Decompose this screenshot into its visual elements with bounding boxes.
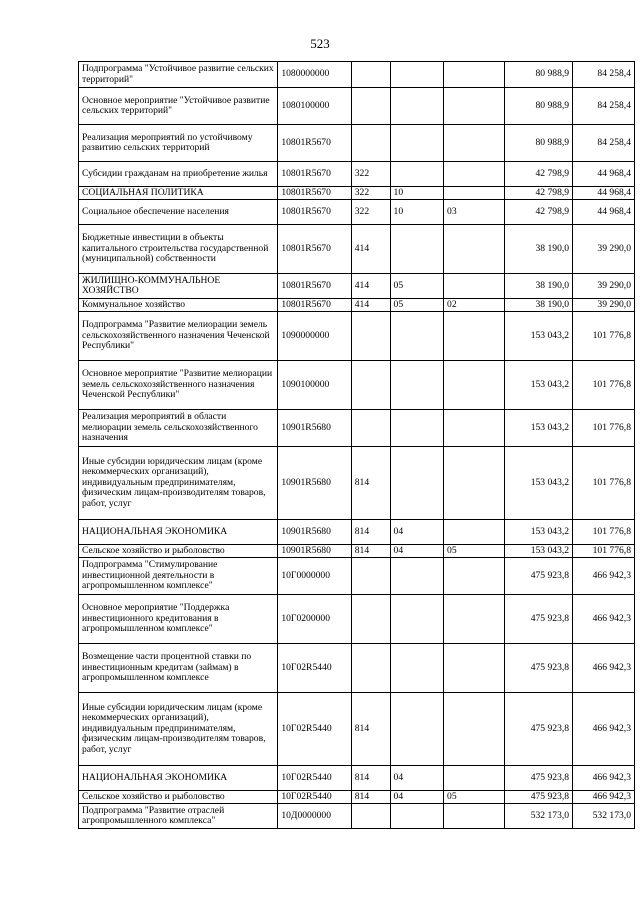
row-subsection xyxy=(444,162,505,187)
row-amount-year2: 39 290,0 xyxy=(573,299,635,312)
row-amount-year2: 101 776,8 xyxy=(573,520,635,545)
row-subsection xyxy=(444,520,505,545)
row-expense-type xyxy=(351,312,390,361)
row-expense-type: 814 xyxy=(351,545,390,558)
row-expense-type: 414 xyxy=(351,274,390,299)
table-row xyxy=(79,62,635,88)
row-section xyxy=(390,447,444,520)
row-amount-year1: 38 190,0 xyxy=(504,274,572,299)
row-amount-year2: 466 942,3 xyxy=(573,558,635,595)
row-name: ЖИЛИЩНО-КОММУНАЛЬНОЕ ХОЗЯЙСТВО xyxy=(79,274,278,299)
row-subsection xyxy=(444,62,505,88)
row-amount-year1: 475 923,8 xyxy=(504,644,572,693)
row-subsection xyxy=(444,88,505,125)
row-target-code: 10Г02R5440 xyxy=(278,693,351,766)
row-amount-year1: 42 798,9 xyxy=(504,200,572,225)
row-name: Подпрограмма "Развитие отраслей агропромышленного комплекса" xyxy=(79,804,278,829)
table-row xyxy=(79,595,635,644)
table-row xyxy=(79,88,635,125)
row-amount-year1: 38 190,0 xyxy=(504,225,572,274)
row-subsection xyxy=(444,274,505,299)
row-expense-type xyxy=(351,88,390,125)
row-subsection: 03 xyxy=(444,200,505,225)
row-subsection: 05 xyxy=(444,545,505,558)
row-amount-year1: 153 043,2 xyxy=(504,520,572,545)
table-row xyxy=(79,225,635,274)
row-subsection xyxy=(444,312,505,361)
row-amount-year1: 42 798,9 xyxy=(504,162,572,187)
row-expense-type: 814 xyxy=(351,693,390,766)
row-target-code: 10901R5680 xyxy=(278,447,351,520)
row-name: Сельское хозяйство и рыболовство xyxy=(79,791,278,804)
row-amount-year2: 532 173,0 xyxy=(573,804,635,829)
row-amount-year1: 80 988,9 xyxy=(504,88,572,125)
row-section xyxy=(390,693,444,766)
row-target-code: 10801R5670 xyxy=(278,187,351,200)
row-target-code: 10801R5670 xyxy=(278,125,351,162)
row-expense-type: 814 xyxy=(351,766,390,791)
row-target-code: 10901R5680 xyxy=(278,410,351,447)
row-name: Основное мероприятие "Устойчивое развитие сельских территорий" xyxy=(79,88,278,125)
row-subsection xyxy=(444,595,505,644)
row-amount-year2: 101 776,8 xyxy=(573,410,635,447)
row-amount-year2: 466 942,3 xyxy=(573,595,635,644)
row-name: Подпрограмма "Стимулирование инвестиционной деятельности в агропромышленном комплексе" xyxy=(79,558,278,595)
row-amount-year2: 84 258,4 xyxy=(573,125,635,162)
row-amount-year1: 80 988,9 xyxy=(504,125,572,162)
row-amount-year2: 39 290,0 xyxy=(573,225,635,274)
row-target-code: 1090100000 xyxy=(278,361,351,410)
row-amount-year2: 39 290,0 xyxy=(573,274,635,299)
row-expense-type: 322 xyxy=(351,162,390,187)
row-section xyxy=(390,125,444,162)
row-name: Подпрограмма "Устойчивое развитие сельских территорий" xyxy=(79,62,278,88)
row-subsection: 05 xyxy=(444,791,505,804)
row-section: 05 xyxy=(390,274,444,299)
row-amount-year2: 84 258,4 xyxy=(573,62,635,88)
row-amount-year1: 42 798,9 xyxy=(504,187,572,200)
row-amount-year2: 101 776,8 xyxy=(573,447,635,520)
row-name: Реализация мероприятий по устойчивому развитию сельских территорий xyxy=(79,125,278,162)
table-row xyxy=(79,693,635,766)
row-section: 04 xyxy=(390,791,444,804)
row-subsection xyxy=(444,225,505,274)
row-section xyxy=(390,225,444,274)
row-target-code: 1090000000 xyxy=(278,312,351,361)
table-row xyxy=(79,766,635,791)
row-target-code: 10Д0000000 xyxy=(278,804,351,829)
row-amount-year1: 153 043,2 xyxy=(504,361,572,410)
row-subsection xyxy=(444,410,505,447)
row-subsection xyxy=(444,361,505,410)
table-row xyxy=(79,644,635,693)
table-row xyxy=(79,410,635,447)
row-subsection xyxy=(444,693,505,766)
row-section xyxy=(390,595,444,644)
row-name: Реализация мероприятий в области мелиорации земель сельскохозяйственного назначения xyxy=(79,410,278,447)
budget-table-body xyxy=(79,62,635,829)
row-name: Сельское хозяйство и рыболовство xyxy=(79,545,278,558)
row-section xyxy=(390,88,444,125)
row-target-code: 10Г02R5440 xyxy=(278,644,351,693)
row-amount-year2: 466 942,3 xyxy=(573,693,635,766)
row-target-code: 1080100000 xyxy=(278,88,351,125)
row-amount-year1: 153 043,2 xyxy=(504,410,572,447)
row-expense-type xyxy=(351,410,390,447)
row-target-code: 10801R5670 xyxy=(278,200,351,225)
row-subsection xyxy=(444,187,505,200)
row-expense-type xyxy=(351,125,390,162)
row-amount-year1: 153 043,2 xyxy=(504,312,572,361)
row-amount-year1: 475 923,8 xyxy=(504,595,572,644)
row-subsection xyxy=(444,766,505,791)
row-subsection xyxy=(444,125,505,162)
table-row xyxy=(79,361,635,410)
row-target-code: 10801R5670 xyxy=(278,274,351,299)
row-name: Иные субсидии юридическим лицам (кроме некоммерческих организаций), индивидуальным предпринимателям, физическим лицам-производителям товаров, работ, услуг xyxy=(79,447,278,520)
row-expense-type xyxy=(351,595,390,644)
row-amount-year2: 466 942,3 xyxy=(573,766,635,791)
row-amount-year2: 44 968,4 xyxy=(573,187,635,200)
row-expense-type: 414 xyxy=(351,299,390,312)
row-expense-type xyxy=(351,361,390,410)
row-name: Возмещение части процентной ставки по инвестиционным кредитам (займам) в агропромышленном комплексе xyxy=(79,644,278,693)
row-name: Основное мероприятие "Развитие мелиорации земель сельскохозяйственного назначения Чеченской Республики" xyxy=(79,361,278,410)
row-amount-year1: 475 923,8 xyxy=(504,766,572,791)
row-expense-type: 814 xyxy=(351,520,390,545)
row-amount-year1: 80 988,9 xyxy=(504,62,572,88)
row-target-code: 10901R5680 xyxy=(278,545,351,558)
row-expense-type xyxy=(351,62,390,88)
row-target-code: 10Г0200000 xyxy=(278,595,351,644)
table-row xyxy=(79,447,635,520)
row-target-code: 10901R5680 xyxy=(278,520,351,545)
table-row xyxy=(79,200,635,225)
row-section: 04 xyxy=(390,766,444,791)
table-row xyxy=(79,804,635,829)
table-row xyxy=(79,187,635,200)
row-target-code: 10Г0000000 xyxy=(278,558,351,595)
row-name: СОЦИАЛЬНАЯ ПОЛИТИКА xyxy=(79,187,278,200)
row-section: 05 xyxy=(390,299,444,312)
row-section xyxy=(390,62,444,88)
table-row xyxy=(79,299,635,312)
row-amount-year1: 153 043,2 xyxy=(504,447,572,520)
row-amount-year2: 466 942,3 xyxy=(573,791,635,804)
row-section xyxy=(390,558,444,595)
row-target-code: 1080000000 xyxy=(278,62,351,88)
row-subsection: 02 xyxy=(444,299,505,312)
row-amount-year2: 44 968,4 xyxy=(573,200,635,225)
row-name: Бюджетные инвестиции в объекты капитального строительства государственной (муниципальной) собственности xyxy=(79,225,278,274)
row-amount-year1: 475 923,8 xyxy=(504,791,572,804)
table-row xyxy=(79,545,635,558)
row-section xyxy=(390,162,444,187)
row-amount-year1: 532 173,0 xyxy=(504,804,572,829)
row-subsection xyxy=(444,447,505,520)
table-row xyxy=(79,520,635,545)
row-amount-year1: 38 190,0 xyxy=(504,299,572,312)
table-row xyxy=(79,162,635,187)
row-target-code: 10801R5670 xyxy=(278,162,351,187)
row-amount-year2: 84 258,4 xyxy=(573,88,635,125)
row-amount-year1: 475 923,8 xyxy=(504,693,572,766)
row-section xyxy=(390,804,444,829)
row-section xyxy=(390,312,444,361)
row-expense-type: 322 xyxy=(351,200,390,225)
row-name: Основное мероприятие "Поддержка инвестиционного кредитования в агропромышленном комплексе" xyxy=(79,595,278,644)
row-section xyxy=(390,410,444,447)
table-row xyxy=(79,274,635,299)
page-number: 523 xyxy=(310,36,330,51)
row-amount-year1: 153 043,2 xyxy=(504,545,572,558)
row-amount-year2: 466 942,3 xyxy=(573,644,635,693)
row-name: Иные субсидии юридическим лицам (кроме некоммерческих организаций), индивидуальным предпринимателям, физическим лицам-производителям товаров, работ, услуг xyxy=(79,693,278,766)
row-name: НАЦИОНАЛЬНАЯ ЭКОНОМИКА xyxy=(79,520,278,545)
row-amount-year2: 101 776,8 xyxy=(573,312,635,361)
row-expense-type: 814 xyxy=(351,791,390,804)
table-row xyxy=(79,312,635,361)
row-subsection xyxy=(444,644,505,693)
row-section: 10 xyxy=(390,187,444,200)
row-amount-year2: 44 968,4 xyxy=(573,162,635,187)
row-target-code: 10801R5670 xyxy=(278,299,351,312)
row-amount-year2: 101 776,8 xyxy=(573,545,635,558)
row-target-code: 10Г02R5440 xyxy=(278,766,351,791)
row-name: Коммунальное хозяйство xyxy=(79,299,278,312)
row-name: Социальное обеспечение населения xyxy=(79,200,278,225)
row-amount-year1: 475 923,8 xyxy=(504,558,572,595)
row-section: 04 xyxy=(390,520,444,545)
row-target-code: 10801R5670 xyxy=(278,225,351,274)
row-target-code: 10Г02R5440 xyxy=(278,791,351,804)
row-amount-year2: 101 776,8 xyxy=(573,361,635,410)
row-expense-type: 414 xyxy=(351,225,390,274)
row-expense-type xyxy=(351,558,390,595)
row-expense-type: 322 xyxy=(351,187,390,200)
row-subsection xyxy=(444,558,505,595)
row-section xyxy=(390,361,444,410)
row-section xyxy=(390,644,444,693)
table-row xyxy=(79,558,635,595)
row-name: Субсидии гражданам на приобретение жилья xyxy=(79,162,278,187)
row-expense-type: 814 xyxy=(351,447,390,520)
row-expense-type xyxy=(351,804,390,829)
row-expense-type xyxy=(351,644,390,693)
table-row xyxy=(79,791,635,804)
row-section: 10 xyxy=(390,200,444,225)
row-name: Подпрограмма "Развитие мелиорации земель сельскохозяйственного назначения Чеченской Республики" xyxy=(79,312,278,361)
row-section: 04 xyxy=(390,545,444,558)
budget-table xyxy=(78,61,635,829)
row-subsection xyxy=(444,804,505,829)
table-row xyxy=(79,125,635,162)
row-name: НАЦИОНАЛЬНАЯ ЭКОНОМИКА xyxy=(79,766,278,791)
